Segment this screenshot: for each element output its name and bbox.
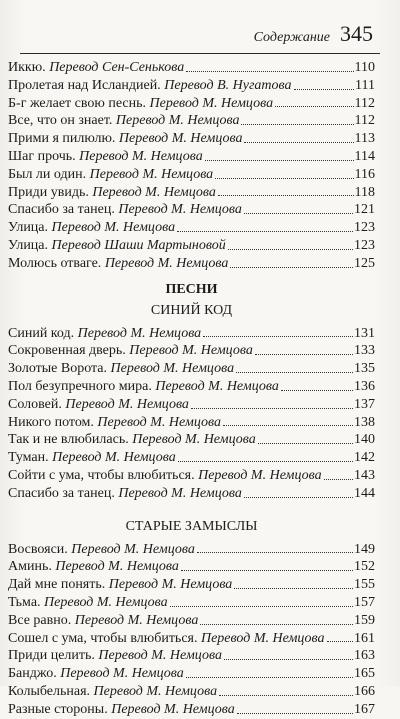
toc-entry[interactable]	[8, 449, 375, 467]
entry-page-number: 138	[354, 414, 375, 430]
entry-translator: Перевод М. Немцова	[79, 148, 203, 164]
entry-translator: Перевод М. Немцова	[92, 184, 216, 200]
toc-entry-text	[8, 201, 242, 219]
toc-entry-text	[8, 95, 273, 113]
toc-entry-text	[8, 59, 184, 77]
dot-leader	[275, 106, 353, 107]
entry-translator: Перевод М. Немцова	[98, 648, 222, 664]
entry-page-number: 114	[354, 148, 375, 164]
entry-translator: Перевод М. Немцова	[71, 541, 195, 557]
page-number: 345	[340, 21, 373, 46]
dot-leader	[218, 195, 354, 196]
entry-page-number: 123	[354, 237, 375, 253]
toc-entry[interactable]	[8, 201, 375, 219]
entry-page-number: 131	[354, 325, 375, 341]
entry-title: Все, что он знает.	[8, 113, 113, 129]
toc-entry-text	[8, 166, 213, 184]
toc-entry-text	[8, 112, 239, 130]
entry-translator: Перевод М. Немцова	[132, 432, 256, 448]
toc-entry[interactable]	[8, 360, 375, 378]
toc-entry-text	[8, 325, 201, 343]
toc-entry-text	[8, 360, 234, 378]
entry-page-number: 123	[354, 220, 375, 236]
entry-translator: Перевод М. Немцова	[97, 414, 221, 430]
toc-entry-text	[8, 467, 322, 485]
toc-entry[interactable]	[8, 130, 375, 148]
toc-entry-text	[8, 396, 189, 414]
toc-entry-text	[8, 342, 253, 360]
toc-entry-text	[8, 219, 175, 237]
dot-leader	[186, 677, 353, 678]
toc-entry-text	[8, 431, 256, 449]
entry-title: Сойти с ума, чтобы влюбиться.	[8, 467, 195, 483]
dot-leader	[244, 213, 353, 214]
dot-leader	[281, 390, 353, 391]
toc-entry[interactable]	[8, 378, 375, 396]
toc-entry-text	[8, 558, 179, 576]
entry-translator: Перевод М. Немцова	[77, 325, 202, 341]
entry-translator: Перевод Сен-Сенькова	[49, 60, 185, 75]
header-divider	[20, 53, 380, 54]
toc-entry-text	[8, 414, 221, 432]
entry-page-number: 163	[354, 648, 375, 664]
entry-title: Аминь.	[8, 559, 52, 575]
entry-page-number: 159	[354, 612, 375, 628]
entry-translator: Перевод М. Немцова	[74, 612, 199, 628]
entry-translator: Перевод М. Немцова	[44, 594, 168, 610]
dot-leader	[244, 497, 353, 498]
toc-entry-text	[8, 576, 232, 594]
toc-entry-text	[8, 665, 184, 683]
toc-entry[interactable]	[8, 148, 375, 166]
entry-page-number: 111	[355, 77, 375, 93]
entry-page-number: 113	[354, 131, 375, 147]
toc-entry-text	[8, 184, 216, 202]
entry-title: Спасибо за танец.	[8, 485, 115, 501]
entry-translator: Перевод М. Немцова	[51, 220, 176, 236]
entry-translator: Перевод Шаши Мартыновой	[51, 237, 226, 253]
entry-title: Тьма.	[8, 594, 41, 610]
entry-translator: Перевод М. Немцова	[118, 485, 242, 501]
entry-translator: Перевод М. Немцова	[118, 131, 243, 147]
entry-page-number: 110	[354, 60, 375, 75]
toc-entry[interactable]	[8, 59, 375, 77]
entry-title: Так и не влюбилась.	[8, 432, 129, 448]
entry-page-number: 161	[354, 630, 375, 646]
entry-title: Улица.	[8, 220, 49, 236]
toc-entry[interactable]	[8, 594, 375, 612]
entry-title: Восвояси.	[8, 541, 68, 557]
toc-entry[interactable]	[8, 541, 375, 559]
toc-entry[interactable]	[8, 485, 375, 503]
dot-leader	[203, 336, 353, 337]
entry-page-number: 136	[354, 378, 375, 394]
entry-translator: Перевод М. Немцова	[149, 95, 274, 111]
entry-page-number: 121	[354, 202, 375, 218]
entry-page-number: 143	[354, 467, 375, 483]
toc-entry[interactable]	[8, 77, 375, 95]
toc-entry[interactable]	[8, 255, 375, 273]
toc-entry[interactable]	[8, 342, 375, 360]
entry-title: Улица.	[8, 237, 49, 253]
dot-leader	[237, 713, 353, 714]
dot-leader	[215, 178, 353, 179]
toc-entry-text	[8, 237, 226, 255]
toc-entry-text	[8, 449, 176, 467]
entry-translator: Перевод М. Немцова	[111, 701, 235, 717]
entry-title: Разные стороны.	[8, 701, 108, 717]
entry-translator: Перевод М. Немцова	[65, 396, 189, 412]
toc-entry-text	[8, 255, 228, 273]
toc-entry-text	[8, 77, 292, 95]
toc-entry-text	[8, 378, 279, 396]
toc-entry-text	[8, 612, 198, 630]
toc-entry-text	[8, 130, 242, 148]
entry-translator: Перевод В. Нугатова	[164, 77, 292, 93]
toc-entry[interactable]	[8, 576, 375, 594]
entry-translator: Перевод М. Немцова	[129, 343, 253, 359]
entry-title: Был ли один.	[8, 166, 87, 182]
section-subheading: СТАРЫЕ ЗАМЫСЛЫ	[125, 518, 258, 534]
entry-page-number: 157	[354, 594, 375, 610]
entry-title: Иккю.	[8, 60, 46, 75]
toc-entry[interactable]	[8, 665, 375, 683]
dot-leader	[294, 89, 355, 90]
entry-title: Никого потом.	[8, 414, 94, 430]
entry-translator: Перевод М. Немцова	[55, 559, 179, 575]
entry-page-number: 166	[354, 683, 375, 699]
toc-entry[interactable]	[8, 166, 375, 184]
dot-leader	[170, 606, 353, 607]
entry-page-number: 133	[354, 343, 375, 359]
entry-title: Сошел с ума, чтобы влюбиться.	[8, 630, 198, 646]
dot-leader	[191, 408, 353, 409]
entry-page-number: 112	[354, 95, 375, 111]
toc-entry[interactable]	[8, 630, 375, 648]
dot-leader	[324, 479, 353, 480]
entry-translator: Перевод М. Немцова	[89, 166, 214, 182]
dot-leader	[197, 552, 353, 553]
table-of-contents	[8, 59, 375, 719]
entry-title: Синий код.	[8, 325, 75, 341]
toc-entry[interactable]	[8, 95, 375, 113]
dot-leader	[244, 142, 353, 143]
toc-entry[interactable]	[8, 558, 375, 576]
toc-entry[interactable]	[8, 612, 375, 630]
dot-leader	[219, 695, 353, 696]
dot-leader	[241, 124, 353, 125]
toc-entry[interactable]	[8, 467, 375, 485]
toc-entry[interactable]	[8, 396, 375, 414]
dot-leader	[205, 160, 354, 161]
entry-page-number: 140	[354, 432, 375, 448]
toc-entry[interactable]	[8, 219, 375, 237]
entry-page-number: 155	[354, 577, 375, 593]
section-subheading: СИНИЙ КОД	[150, 302, 233, 318]
toc-entry-text	[8, 148, 203, 166]
entry-translator: Перевод М. Немцова	[110, 361, 235, 377]
toc-entry-text	[8, 630, 325, 648]
toc-entry-text	[8, 594, 168, 612]
entry-page-number: 118	[354, 184, 375, 200]
dot-leader	[230, 267, 353, 268]
entry-page-number: 135	[354, 361, 375, 377]
entry-title: Соловей.	[8, 396, 62, 412]
entry-translator: Перевод М. Немцова	[108, 577, 233, 593]
entry-title: Все равно.	[8, 612, 72, 628]
entry-translator: Перевод М. Немцова	[93, 683, 218, 699]
toc-entry-text	[8, 541, 195, 559]
entry-page-number: 167	[354, 701, 375, 717]
dot-leader	[223, 425, 353, 426]
entry-title: Пол безупречного мира.	[8, 378, 152, 394]
entry-translator: Перевод М. Немцова	[115, 113, 240, 129]
entry-translator: Перевод М. Немцова	[200, 630, 325, 646]
dot-leader	[236, 372, 353, 373]
entry-translator: Перевод М. Немцова	[104, 255, 229, 271]
entry-page-number: 112	[354, 113, 375, 129]
toc-entry[interactable]	[8, 701, 375, 719]
entry-translator: Перевод М. Немцова	[52, 450, 176, 466]
toc-entry-text	[8, 485, 242, 503]
entry-title: Сокровенная дверь.	[8, 343, 126, 359]
entry-translator: Перевод М. Немцова	[118, 202, 242, 218]
entry-title: Молюсь отваге.	[8, 255, 102, 271]
entry-title: Спасибо за танец.	[8, 202, 115, 218]
entry-title: Золотые Ворота.	[8, 361, 108, 377]
dot-leader	[177, 231, 353, 232]
dot-leader	[327, 641, 353, 642]
toc-entry[interactable]	[8, 237, 375, 255]
entry-translator: Перевод М. Немцова	[60, 666, 184, 682]
dot-leader	[234, 588, 353, 589]
dot-leader	[178, 461, 353, 462]
entry-title: Б-г желает свою песнь.	[8, 95, 147, 111]
header-title: Содержание	[253, 30, 330, 45]
entry-page-number: 165	[354, 666, 375, 682]
entry-page-number: 144	[354, 485, 375, 501]
entry-title: Банджо.	[8, 666, 57, 682]
entry-title: Туман.	[8, 450, 49, 466]
toc-entry-text	[8, 701, 235, 719]
dot-leader	[186, 71, 353, 72]
toc-entry[interactable]	[8, 184, 375, 202]
entry-page-number: 142	[354, 450, 375, 466]
dot-leader	[255, 354, 353, 355]
entry-title: Приди увидь.	[8, 184, 89, 200]
dot-leader	[200, 624, 353, 625]
dot-leader	[258, 443, 353, 444]
entry-page-number: 125	[354, 255, 375, 271]
section-heading: ПЕСНИ	[165, 281, 218, 297]
entry-translator: Перевод М. Немцова	[198, 467, 322, 483]
entry-title: Пролетая над Исландией.	[8, 77, 161, 93]
toc-entry[interactable]	[8, 431, 375, 449]
entry-page-number: 152	[354, 559, 375, 575]
toc-entry[interactable]	[8, 112, 375, 130]
running-header	[0, 10, 400, 50]
entry-title: Колыбельная.	[8, 683, 91, 699]
entry-page-number: 137	[354, 396, 375, 412]
entry-page-number: 149	[354, 541, 375, 557]
toc-entry[interactable]	[8, 414, 375, 432]
entry-title: Дай мне понять.	[8, 577, 106, 593]
entry-title: Прими я пилюлю.	[8, 131, 116, 147]
toc-entry[interactable]	[8, 647, 375, 665]
dot-leader	[181, 570, 353, 571]
entry-title: Приди целить.	[8, 648, 95, 664]
entry-title: Шаг прочь.	[8, 148, 76, 164]
entry-page-number: 116	[354, 166, 375, 182]
toc-entry[interactable]	[8, 325, 375, 343]
toc-entry-text	[8, 647, 222, 665]
dot-leader	[228, 249, 353, 250]
entry-translator: Перевод М. Немцова	[155, 378, 279, 394]
dot-leader	[224, 659, 353, 660]
